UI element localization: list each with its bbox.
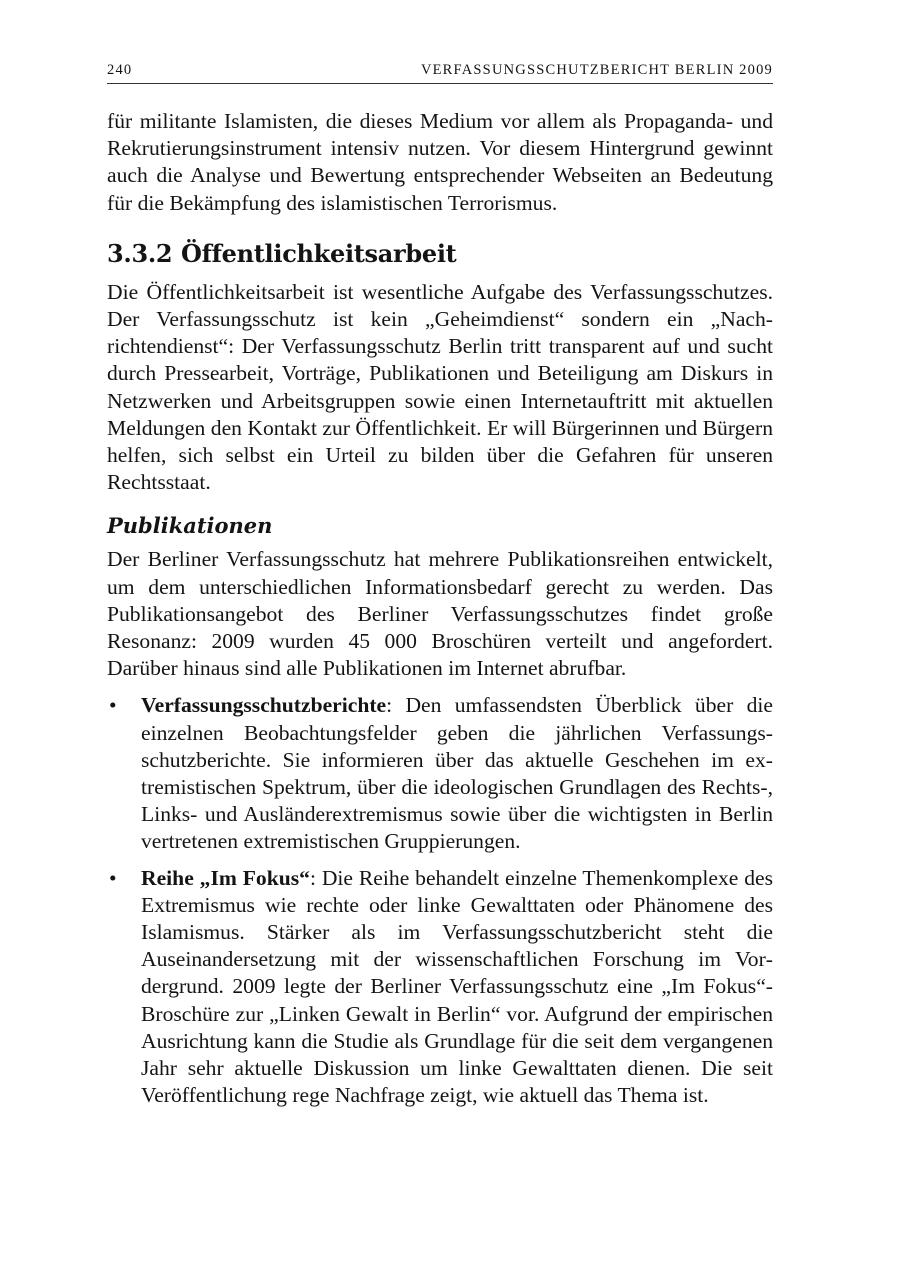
list-item [107, 692, 773, 855]
bullet-marker: • [109, 865, 117, 890]
intro-paragraph: für militante Islamisten, die dieses Medium vor allem als Propaganda- und Rekrutierungsinstrument intensiv nutzen. Vor diesem Hintergrund gewinnt auch die Analyse und Bewertung entsprechender Webseiten an Bedeutung für die Bekämpfung des islamistischen Terrorismus. [107, 109, 773, 215]
list-item-term: Reihe „Im Fokus“ [141, 865, 310, 890]
list-item-text: : Den umfassendsten Überblick über die einzelnen Beobachtungsfelder geben die jährlichen Verfassungsschutzberichte. Sie informieren über das aktuelle Geschehen im extremistischen Spektrum, über die ideologischen Grundlagen des Rechts-, Links- und Ausländerextremismus sowie über die wichtigsten in Berlin vertretenen extremistischen Gruppierungen. [141, 693, 773, 854]
publication-list [107, 692, 773, 1109]
section-heading [107, 239, 773, 269]
page-content [107, 108, 773, 1119]
running-title: VERFASSUNGSSCHUTZBERICHT BERLIN 2009 [420, 62, 773, 78]
page-number: 240 [107, 62, 133, 78]
list-item-text: : Die Reihe behandelt einzelne Themenkomplexe des Extremismus wie rechte oder linke Gewalttaten oder Phänomene des Islamismus. Stärker als im Verfassungsschutzbericht steht die Auseinandersetzung mit der wissenschaftlichen Forschung im Vordergrund. 2009 legte der Berliner Verfassungsschutz eine „Im Fokus“-Broschüre zur „Linken Gewalt in Berlin“ vor. Aufgrund der empirischen Ausrichtung kann die Studie als Grundlage für die seit dem vergangenen Jahr sehr aktuelle Diskussion um linke Gewalttaten dienen. Die seit Veröffentlichung rege Nachfrage zeigt, wie aktuell das Thema ist. [141, 865, 773, 1108]
publikationen-paragraph: Der Berliner Verfassungsschutz hat mehrere Publikationsreihen entwickelt, um dem unterschiedlichen Informationsbedarf gerecht zu werden. Das Publikationsangebot des Berliner Verfassungsschutzes findet große Resonanz: 2009 wurden 45 000 Broschüren verteilt und angefordert. Darüber hinaus sind alle Publikationen im Internet abrufbar. [107, 547, 773, 681]
list-item-term: Verfassungsschutzberichte [141, 693, 387, 718]
section-paragraph: Die Öffentlichkeitsarbeit ist wesentliche Aufgabe des Verfassungsschutzes. Der Verfassungsschutz ist kein „Geheimdienst“ sondern ein „Nachrichtendienst“: Der Verfassungsschutz Berlin tritt transparent auf und sucht durch Pressearbeit, Vorträge, Publikationen und Beteiligung am Diskurs in Netzwerken und Arbeitsgruppen sowie einen Internetauftritt mit aktuellen Meldungen den Kontakt zur Öffentlichkeit. Er will Bürgerinnen und Bürgern helfen, sich selbst ein Urteil zu bilden über die Gefahren für unseren Rechtsstaat. [107, 279, 773, 495]
running-header [107, 62, 773, 84]
bullet-marker: • [109, 693, 117, 718]
list-item [107, 865, 773, 1110]
section-title: Öffentlichkeitsarbeit [181, 238, 457, 268]
subsection-heading: Publikationen [107, 513, 273, 539]
section-number: 3.3.2 [107, 238, 173, 268]
